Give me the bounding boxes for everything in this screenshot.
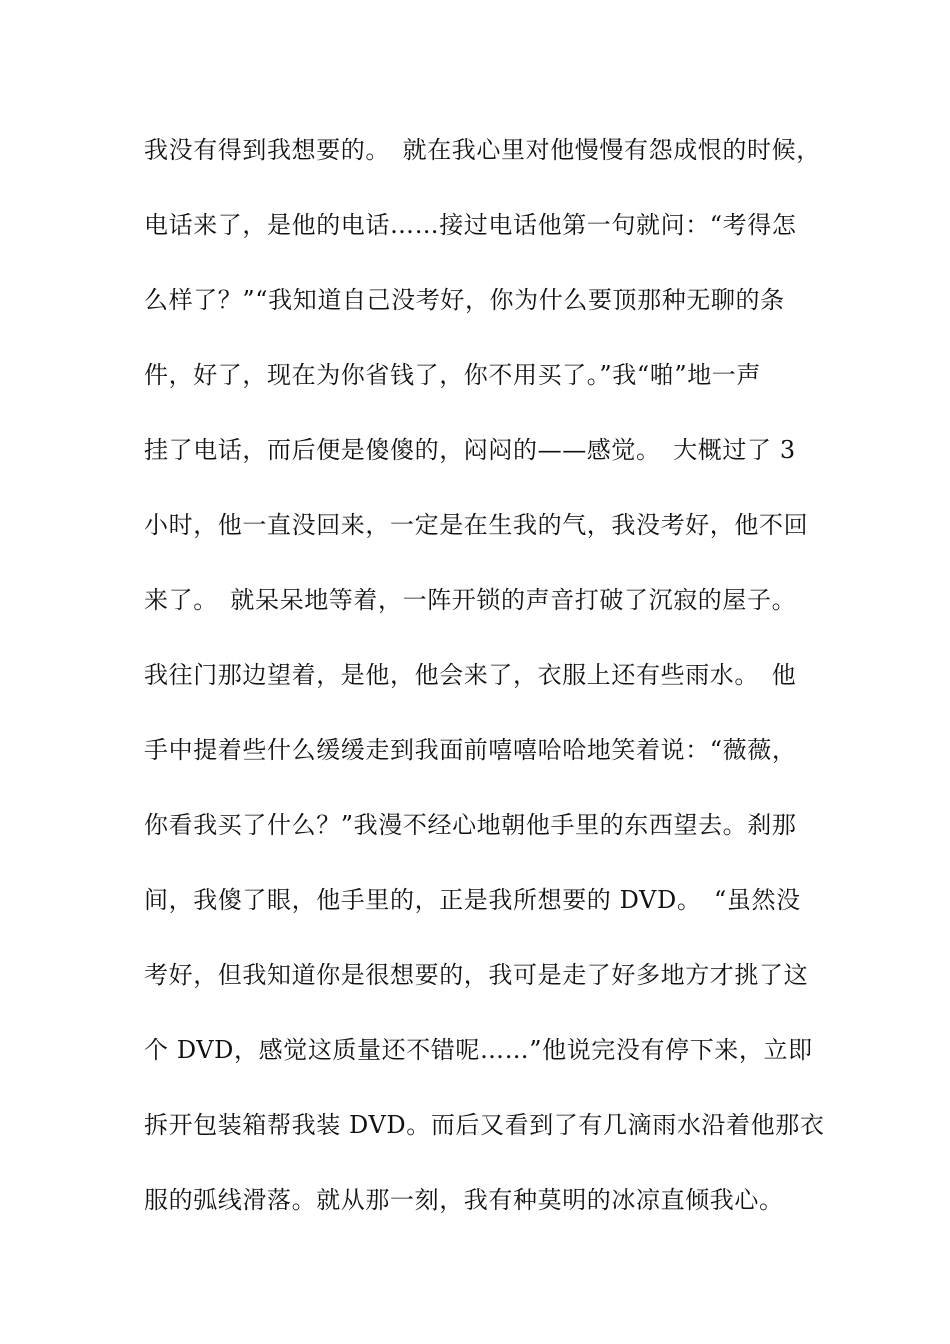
body-text	[144, 128, 844, 1253]
text-line-5: 挂了电话，而后便是傻傻的，闷闷的——感觉。 大概过了 3	[144, 436, 796, 464]
text-line-6: 小时，他一直没回来，一定是在生我的气，我没考好，他不回	[144, 511, 809, 539]
text-line-3: 么样了？”“我知道自己没考好，你为什么要顶那种无聊的条	[144, 286, 785, 314]
text-line-4: 件，好了，现在为你省钱了，你不用买了。”我“啪”地一声	[144, 361, 762, 389]
text-line-11: 间，我傻了眼，他手里的，正是我所想要的 DVD。 “虽然没	[144, 886, 801, 914]
text-line-2: 电话来了，是他的电话……接过电话他第一句就问：“考得怎	[144, 211, 797, 239]
text-line-13: 个 DVD，感觉这质量还不错呢……”他说完没有停下来，立即	[144, 1036, 813, 1064]
text-line-1: 我没有得到我想要的。 就在我心里对他慢慢有怨成恨的时候，	[144, 136, 821, 164]
text-line-8: 我往门那边望着，是他，他会来了，衣服上还有些雨水。 他	[144, 661, 797, 689]
text-line-15: 服的弧线滑落。就从那一刻，我有种莫明的冰凉直倾我心。	[144, 1186, 784, 1214]
text-line-12: 考好，但我知道你是很想要的，我可是走了好多地方才挑了这	[144, 961, 809, 989]
text-line-14: 拆开包装箱帮我装 DVD。而后又看到了有几滴雨水沿着他那衣	[144, 1111, 825, 1139]
text-line-9: 手中提着些什么缓缓走到我面前嘻嘻哈哈地笑着说：“薇薇，	[144, 736, 797, 764]
text-line-10: 你看我买了什么？”我漫不经心地朝他手里的东西望去。刹那	[144, 811, 797, 839]
text-line-7: 来了。 就呆呆地等着，一阵开锁的声音打破了沉寂的屋子。	[144, 586, 797, 614]
